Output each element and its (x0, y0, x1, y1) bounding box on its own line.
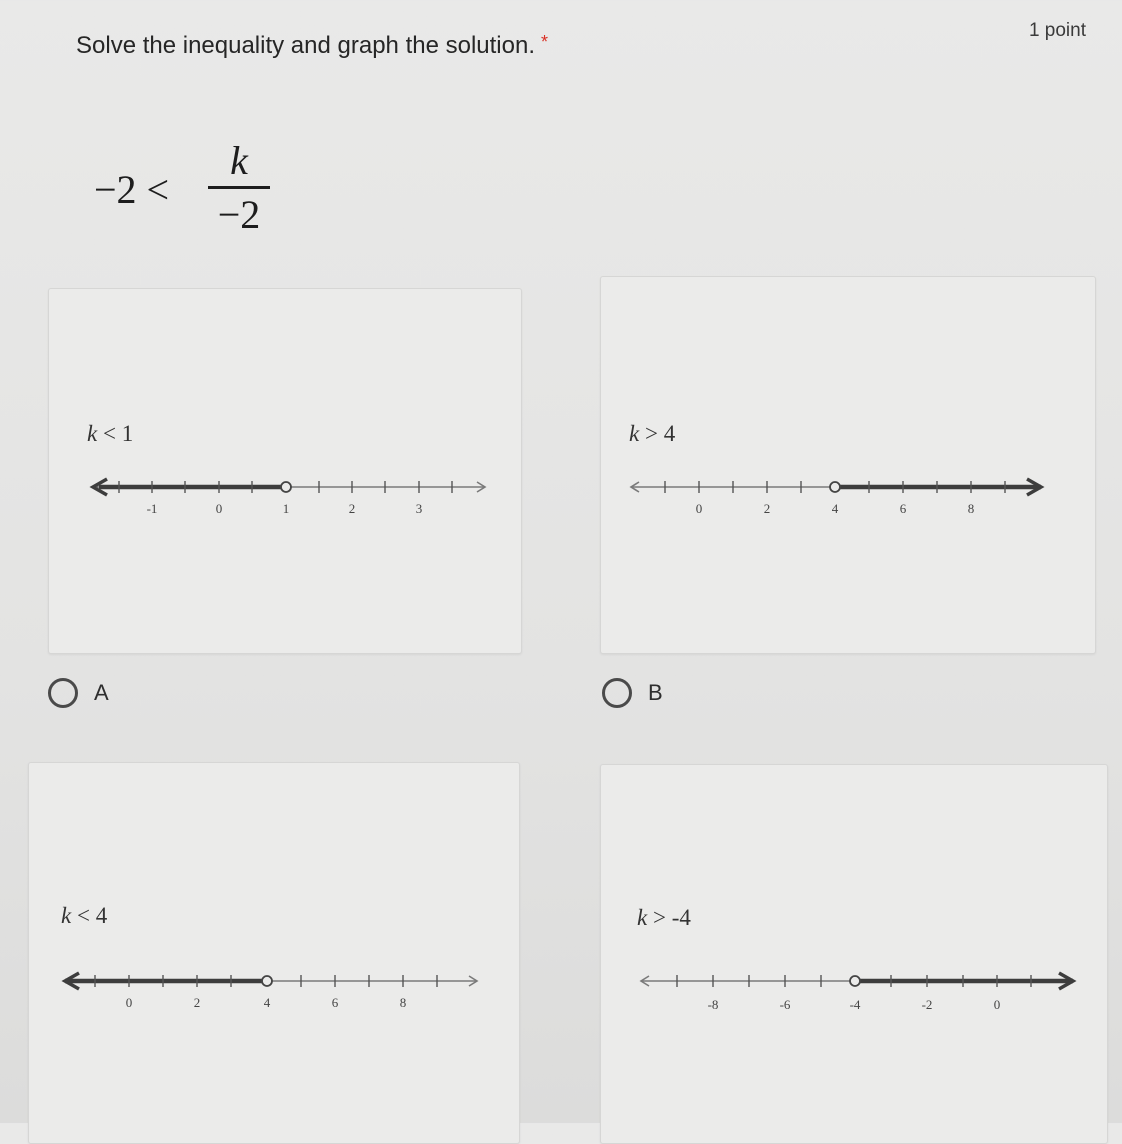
option-b-number-line (601, 277, 1095, 653)
option-a-number-line (49, 289, 521, 653)
option-b-label: B (648, 680, 663, 705)
tick-label: -8 (707, 997, 719, 1012)
fraction-numerator: k (230, 138, 248, 183)
option-a-radio-row[interactable] (48, 678, 109, 708)
tick-label: 6 (899, 501, 907, 516)
option-a-radio[interactable] (48, 678, 78, 708)
fraction-denominator: −2 (217, 192, 261, 237)
option-c-number-line (29, 763, 519, 1143)
tick-label: 8 (399, 995, 407, 1010)
option-d-inequality: k > -4 (637, 905, 691, 930)
option-a-label: A (94, 680, 109, 705)
open-endpoint (262, 976, 272, 986)
tick-label: 4 (831, 501, 839, 516)
open-endpoint (850, 976, 860, 986)
equation-lhs: −2 < (94, 167, 170, 212)
tick-label: 6 (331, 995, 339, 1010)
option-d-number-line (601, 765, 1107, 1143)
tick-label: 1 (282, 501, 290, 516)
tick-label: -4 (849, 997, 861, 1012)
option-d-card[interactable] (600, 764, 1108, 1144)
points-label: 1 point (1028, 20, 1086, 41)
option-c-inequality: k < 4 (61, 903, 108, 928)
option-c-card[interactable] (28, 762, 520, 1144)
open-endpoint (830, 482, 840, 492)
tick-label: 2 (763, 501, 771, 516)
required-asterisk: * (541, 32, 549, 52)
option-b-inequality: k > 4 (629, 421, 676, 446)
question-title: Solve the inequality and graph the solution. * (76, 32, 549, 59)
tick-label: -2 (921, 997, 933, 1012)
tick-label: -6 (779, 997, 791, 1012)
tick-label: 0 (695, 501, 703, 516)
option-a-card[interactable] (48, 288, 522, 654)
tick-label: 0 (125, 995, 133, 1010)
option-b-card[interactable] (600, 276, 1096, 654)
option-b-radio-row[interactable] (602, 678, 663, 708)
option-b-radio[interactable] (602, 678, 632, 708)
fraction (208, 138, 270, 237)
open-endpoint (281, 482, 291, 492)
tick-label: 4 (263, 995, 271, 1010)
tick-label: 2 (348, 501, 356, 516)
tick-label: 0 (215, 501, 223, 516)
tick-label: 3 (415, 501, 423, 516)
option-a-inequality: k < 1 (87, 421, 134, 446)
tick-label: 0 (993, 997, 1001, 1012)
fraction-bar (208, 186, 270, 189)
tick-label: 8 (967, 501, 975, 516)
tick-label: -1 (146, 501, 158, 516)
tick-label: 2 (193, 995, 201, 1010)
